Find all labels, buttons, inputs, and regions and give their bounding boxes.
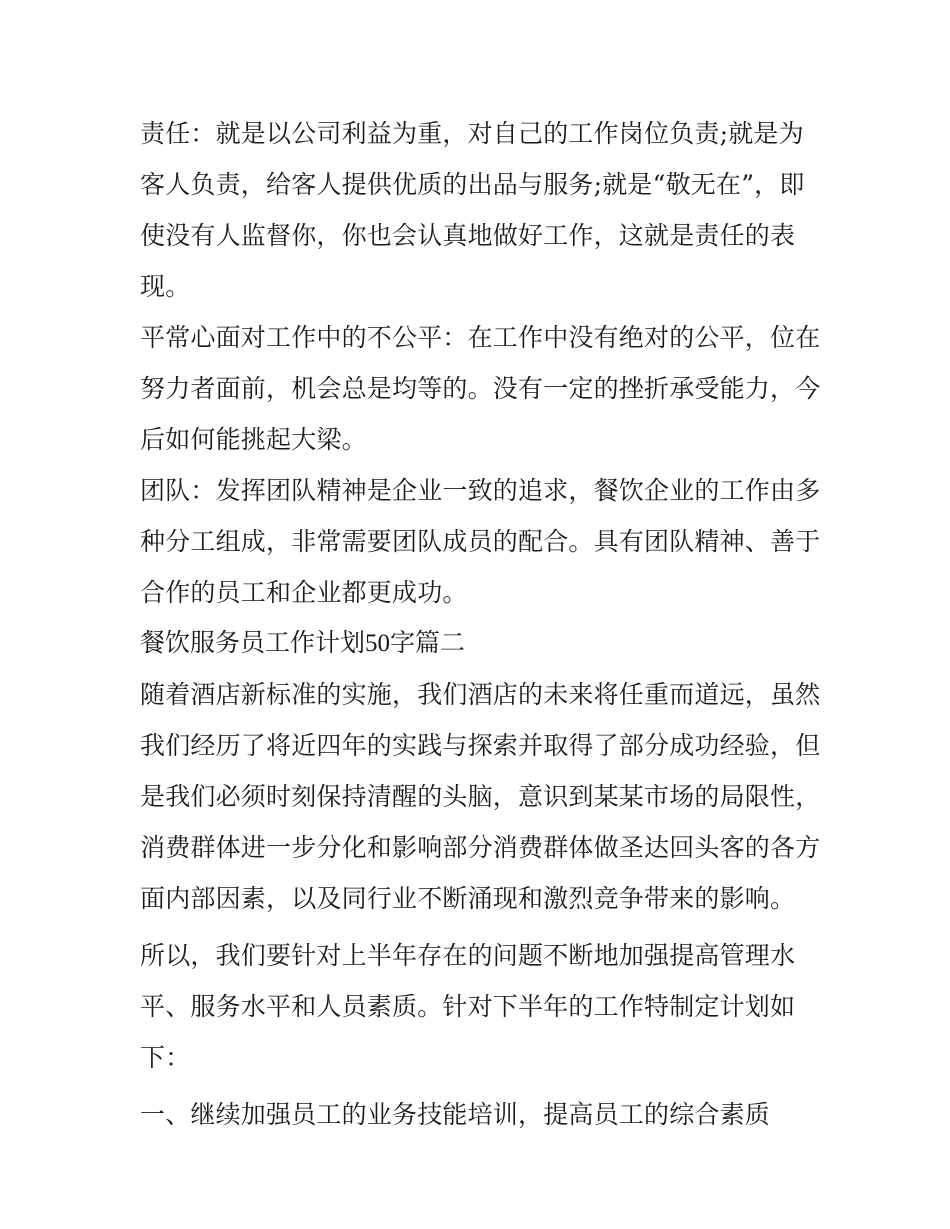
text-line: 平常心面对工作中的不公平：在工作中没有绝对的公平，位在 [140,323,821,352]
text-line: 客人负责，给客人提供优质的出品与服务;就是“敬无在”，即 [140,170,805,199]
text-line: 消费群体进一步分化和影响部分消费群体做圣达回头客的各方 [140,833,821,862]
text-line: 现。 [140,272,191,301]
paragraph-plan [140,930,820,1083]
document-body [140,108,820,1140]
text-line: 合作的员工和企业都更成功。 [140,578,468,607]
paragraph-responsibility [140,108,820,312]
text-line: 平、服务水平和人员素质。针对下半年的工作特制定计划如 [140,992,796,1021]
text-line: 努力者面前，机会总是均等的。没有一定的挫折承受能力，今 [140,374,821,403]
text-line: 是我们必须时刻保持清醒的头脑，意识到某某市场的局限性， [140,782,821,811]
text-line: 我们经历了将近四年的实践与探索并取得了部分成功经验，但 [140,731,821,760]
text-line: 下： [140,1043,191,1072]
paragraph-intro [140,669,820,924]
text-line: 一、继续加强员工的业务技能培训，提高员工的综合素质 [140,1100,771,1129]
text-line: 团队：发挥团队精神是企业一致的追求，餐饮企业的工作由多 [140,476,821,505]
text-line: 随着酒店新标准的实施，我们酒店的未来将任重而道远，虽然 [140,680,821,709]
text-line: 责任：就是以公司利益为重，对自己的工作岗位负责;就是为 [140,119,804,148]
paragraph-item-one [140,1089,820,1140]
text-line: 面内部因素，以及同行业不断涌现和激烈竞争带来的影响。 [140,884,796,913]
text-line: 后如何能挑起大梁。 [140,425,367,454]
text-line: 所以，我们要针对上半年存在的问题不断地加强提高管理水 [140,941,796,970]
text-line: 种分工组成，非常需要团队成员的配合。具有团队精神、善于 [140,527,821,556]
paragraph-team [140,465,820,618]
section-heading: 餐饮服务员工作计划50字篇二 [140,630,466,657]
paragraph-equanimity [140,312,820,465]
text-line: 使没有人监督你，你也会认真地做好工作，这就是责任的表 [140,221,796,250]
